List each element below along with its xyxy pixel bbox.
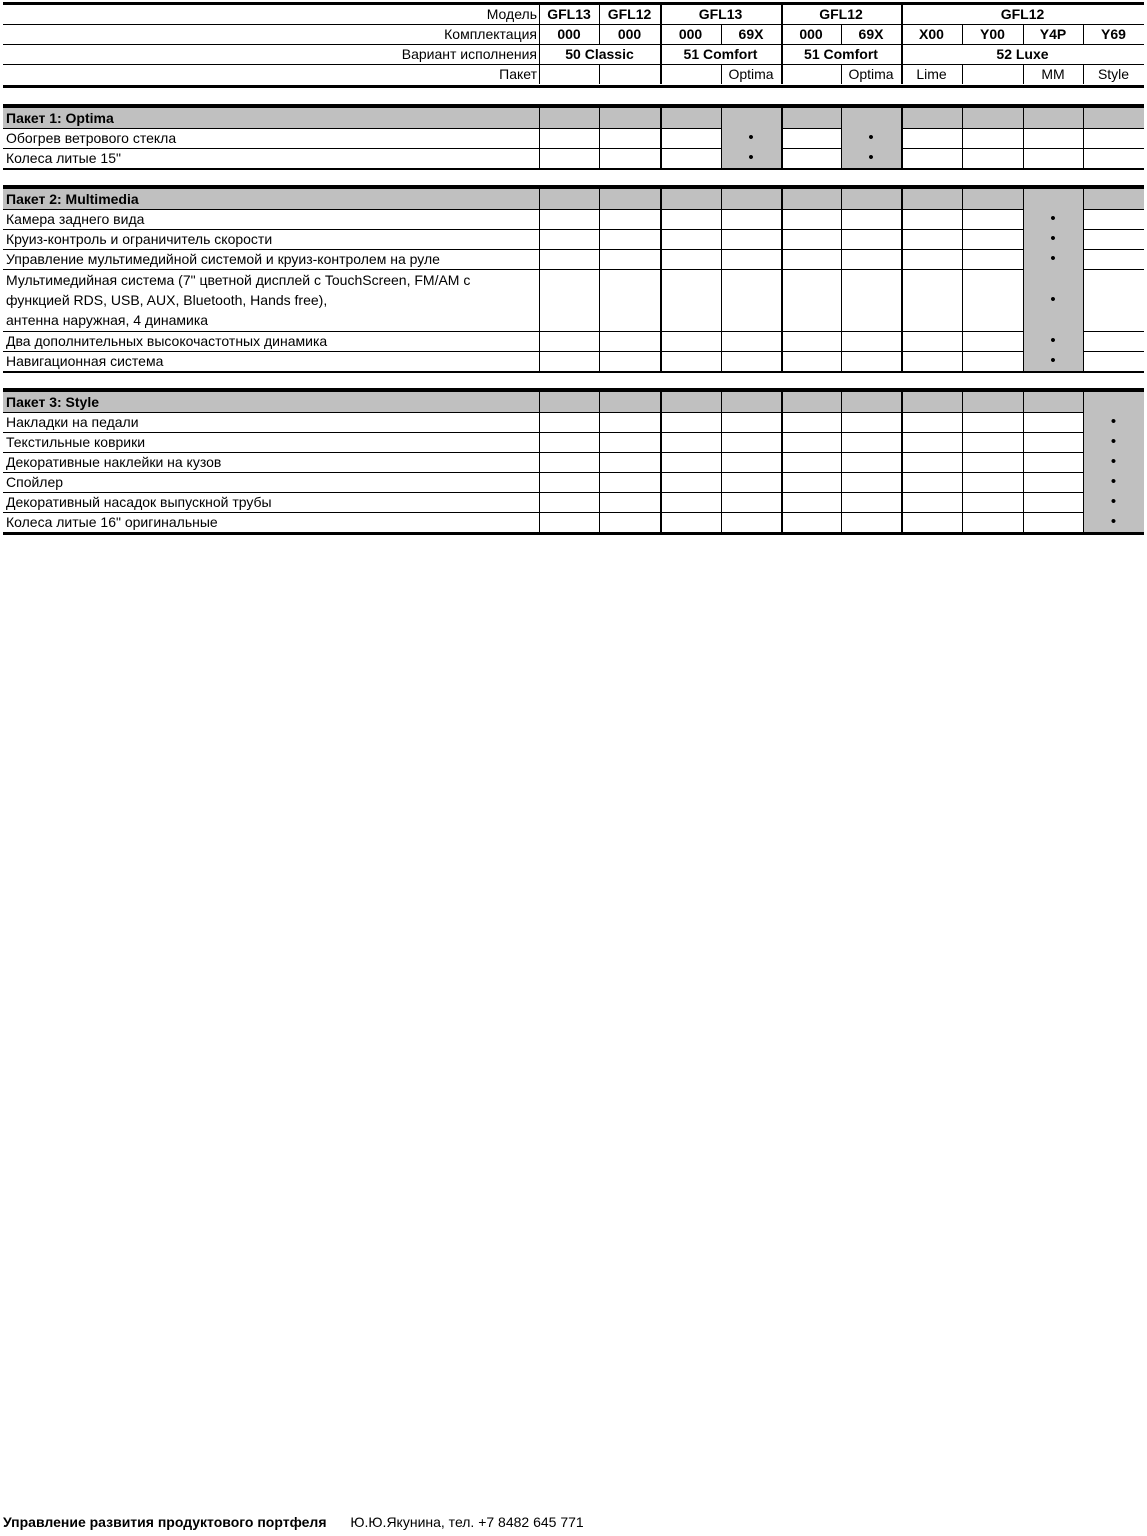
column-divider (1023, 492, 1024, 512)
column-divider (1083, 452, 1084, 472)
column-divider (1023, 209, 1024, 229)
column-divider (599, 128, 600, 148)
header-cell (781, 64, 841, 84)
column-divider (1083, 512, 1084, 532)
column-divider (1083, 331, 1084, 351)
column-divider (962, 331, 963, 351)
column-divider (599, 331, 600, 351)
column-divider (781, 4, 783, 24)
feature-label: Обогрев ветрового стекла (6, 130, 177, 146)
header-cell (599, 64, 660, 84)
column-divider (539, 392, 540, 412)
feature-label: Управление мультимедийной системой и круиз-контролем на руле (6, 251, 440, 267)
column-divider (841, 392, 842, 412)
feature-row (3, 269, 1144, 331)
column-divider (962, 269, 963, 331)
header-cell (660, 64, 721, 84)
table-rule (3, 168, 1144, 170)
column-divider (781, 472, 783, 492)
column-divider (781, 108, 783, 128)
table-rule (3, 85, 1144, 88)
feature-label-line: антенна наружная, 4 динамика (6, 312, 209, 328)
availability-bullet: • (1050, 352, 1056, 369)
column-divider (1023, 392, 1024, 412)
header-label: Комплектация (444, 26, 537, 42)
column-divider (721, 108, 722, 128)
column-divider (660, 249, 662, 269)
header-cell: 69X (858, 26, 884, 42)
column-divider (901, 64, 903, 84)
column-divider (1023, 512, 1024, 532)
column-divider (841, 108, 842, 128)
column-divider (901, 189, 903, 209)
feature-row (3, 492, 1144, 512)
column-divider (901, 351, 903, 371)
column-divider (660, 512, 662, 532)
column-divider (539, 512, 540, 532)
section-header-row (3, 189, 1144, 209)
column-divider (539, 229, 540, 249)
column-divider (962, 249, 963, 269)
column-divider (599, 492, 600, 512)
feature-label: Декоративные наклейки на кузов (6, 454, 222, 470)
column-divider (1023, 412, 1024, 432)
column-divider (901, 108, 903, 128)
feature-row (3, 512, 1144, 532)
column-divider (962, 351, 963, 371)
column-divider (539, 432, 540, 452)
header-cell: GFL13 (547, 6, 591, 22)
column-divider (660, 229, 662, 249)
header-row (3, 4, 1144, 24)
column-divider (781, 512, 783, 532)
feature-row (3, 412, 1144, 432)
column-divider (599, 472, 600, 492)
column-divider (660, 189, 662, 209)
column-divider (721, 209, 722, 229)
column-divider (1083, 412, 1084, 432)
column-divider (660, 472, 662, 492)
column-divider (599, 108, 600, 128)
column-divider (962, 128, 963, 148)
feature-row (3, 331, 1144, 351)
header-cell: 51 Comfort (683, 46, 758, 62)
column-divider (539, 4, 540, 24)
section-title: Пакет 3: Style (6, 394, 100, 410)
column-divider (599, 64, 600, 84)
header-cell: 69X (738, 26, 764, 42)
header-cell: MM (1041, 66, 1065, 82)
availability-bullet: • (748, 149, 754, 166)
column-divider (841, 189, 842, 209)
column-divider (962, 189, 963, 209)
column-divider (660, 108, 662, 128)
column-divider (962, 492, 963, 512)
column-divider (962, 392, 963, 412)
table-rule (3, 532, 1144, 535)
header-cell: GFL12 (819, 6, 863, 22)
column-divider (721, 492, 722, 512)
column-divider (962, 412, 963, 432)
header-cell: Y4P (1039, 26, 1067, 42)
column-divider (1023, 452, 1024, 472)
column-divider (1023, 432, 1024, 452)
column-divider (660, 351, 662, 371)
column-divider (901, 432, 903, 452)
column-divider (660, 269, 662, 331)
availability-bullet: • (1110, 513, 1117, 530)
feature-row (3, 209, 1144, 229)
column-divider (781, 44, 783, 64)
column-divider (539, 472, 540, 492)
feature-row (3, 452, 1144, 472)
header-cell (539, 64, 599, 84)
feature-row (3, 472, 1144, 492)
column-divider (841, 331, 842, 351)
column-divider (1023, 148, 1024, 168)
section-title: Пакет 1: Optima (6, 110, 114, 126)
availability-bullet: • (748, 129, 754, 146)
column-divider (841, 432, 842, 452)
column-divider (599, 432, 600, 452)
column-divider (539, 331, 540, 351)
column-divider (1023, 64, 1024, 84)
feature-label: Колеса литые 16" оригинальные (6, 514, 218, 530)
column-divider (1083, 249, 1084, 269)
availability-bullet: • (1050, 291, 1056, 308)
column-divider (539, 412, 540, 432)
feature-label: Круиз-контроль и ограничитель скорости (6, 231, 273, 247)
column-divider (781, 351, 783, 371)
footer-contact: Ю.Ю.Якунина, тел. +7 8482 645 771 (350, 1514, 584, 1530)
feature-label: Камера заднего вида (6, 211, 145, 227)
column-divider (660, 432, 662, 452)
feature-label: Колеса литые 15" (6, 150, 121, 166)
column-divider (599, 512, 600, 532)
header-cell: 000 (678, 26, 703, 42)
footer-department: Управление развития продуктового портфеля (3, 1514, 327, 1530)
column-divider (962, 452, 963, 472)
header-cell: X00 (919, 26, 944, 42)
column-divider (901, 4, 903, 24)
column-divider (901, 209, 903, 229)
column-divider (781, 412, 783, 432)
availability-bullet: • (1110, 493, 1117, 510)
column-divider (1023, 331, 1024, 351)
header-cell: Y00 (980, 26, 1005, 42)
column-divider (901, 331, 903, 351)
column-divider (841, 269, 842, 331)
feature-row (3, 229, 1144, 249)
column-divider (841, 24, 842, 44)
column-divider (660, 128, 662, 148)
column-divider (1083, 229, 1084, 249)
column-divider (1023, 269, 1024, 331)
column-divider (841, 452, 842, 472)
availability-bullet: • (1050, 210, 1056, 227)
column-divider (1023, 189, 1024, 209)
availability-bullet: • (868, 149, 874, 166)
column-divider (1083, 472, 1084, 492)
column-divider (599, 4, 600, 24)
header-cell: 000 (617, 26, 642, 42)
column-divider (721, 452, 722, 472)
column-divider (539, 492, 540, 512)
column-divider (721, 432, 722, 452)
header-cell: 51 Comfort (804, 46, 878, 62)
header-cell: 50 Classic (565, 46, 634, 62)
feature-label: Накладки на педали (6, 414, 139, 430)
column-divider (660, 331, 662, 351)
header-cell: Y69 (1101, 26, 1126, 42)
header-label: Модель (486, 6, 537, 22)
column-divider (721, 331, 722, 351)
column-divider (1083, 24, 1084, 44)
column-divider (901, 512, 903, 532)
column-divider (781, 249, 783, 269)
column-divider (539, 44, 540, 64)
column-divider (599, 189, 600, 209)
column-divider (1083, 128, 1084, 148)
feature-row (3, 351, 1144, 371)
column-divider (721, 412, 722, 432)
column-divider (1023, 128, 1024, 148)
column-divider (1083, 64, 1084, 84)
column-divider (962, 64, 963, 84)
column-divider (901, 128, 903, 148)
section-header-row (3, 392, 1144, 412)
column-divider (721, 148, 722, 168)
column-divider (1023, 249, 1024, 269)
column-divider (539, 148, 540, 168)
feature-row (3, 432, 1144, 452)
header-cell (962, 64, 1023, 84)
column-divider (901, 24, 903, 44)
availability-bullet: • (1110, 413, 1117, 430)
column-divider (1083, 432, 1084, 452)
column-divider (901, 44, 903, 64)
header-cell: Style (1097, 66, 1130, 82)
column-divider (962, 24, 963, 44)
column-divider (901, 452, 903, 472)
column-divider (539, 269, 540, 331)
column-divider (1083, 392, 1084, 412)
column-divider (781, 64, 783, 84)
column-divider (1023, 472, 1024, 492)
column-divider (1023, 229, 1024, 249)
header-cell: 000 (557, 26, 581, 42)
column-divider (660, 4, 662, 24)
header-row (3, 64, 1144, 84)
column-divider (781, 331, 783, 351)
column-divider (781, 24, 783, 44)
column-divider (841, 512, 842, 532)
header-cell: 52 Luxe (996, 46, 1049, 62)
header-label: Пакет (499, 66, 537, 82)
column-divider (781, 392, 783, 412)
header-cell: GFL13 (698, 6, 743, 22)
column-divider (1083, 148, 1084, 168)
availability-bullet: • (1050, 332, 1056, 349)
column-divider (660, 492, 662, 512)
column-divider (901, 249, 903, 269)
feature-row (3, 128, 1144, 148)
column-divider (539, 108, 540, 128)
column-divider (781, 229, 783, 249)
column-divider (1023, 351, 1024, 371)
column-divider (721, 24, 722, 44)
column-divider (660, 412, 662, 432)
column-divider (1083, 351, 1084, 371)
header-cell: Optima (728, 66, 774, 82)
column-divider (599, 269, 600, 331)
column-divider (599, 24, 600, 44)
column-divider (1083, 108, 1084, 128)
section-title: Пакет 2: Multimedia (6, 191, 139, 207)
column-divider (841, 64, 842, 84)
feature-label: Текстильные коврики (6, 434, 146, 450)
column-divider (660, 148, 662, 168)
column-divider (901, 229, 903, 249)
column-divider (599, 229, 600, 249)
header-row (3, 44, 1144, 64)
column-divider (781, 269, 783, 331)
feature-label-line: Мультимедийная система (7" цветной дисплей с TouchScreen, FM/AM с функцией RDS, USB, AUX, Bluetooth, Hands free), (6, 272, 471, 308)
column-divider (539, 24, 540, 44)
availability-bullet: • (1050, 250, 1056, 267)
column-divider (1023, 108, 1024, 128)
column-divider (539, 452, 540, 472)
column-divider (721, 189, 722, 209)
column-divider (841, 128, 842, 148)
options-table (3, 0, 1144, 540)
column-divider (841, 412, 842, 432)
column-divider (599, 148, 600, 168)
column-divider (841, 249, 842, 269)
column-divider (721, 249, 722, 269)
column-divider (599, 351, 600, 371)
table-rule (3, 371, 1144, 373)
page-footer (3, 1512, 584, 1532)
column-divider (1083, 189, 1084, 209)
feature-label: Спойлер (6, 474, 64, 490)
column-divider (781, 432, 783, 452)
column-divider (660, 452, 662, 472)
feature-label: Два дополнительных высокочастотных динамика (6, 333, 328, 349)
column-divider (841, 472, 842, 492)
column-divider (901, 148, 903, 168)
feature-label (3, 269, 539, 331)
column-divider (781, 209, 783, 229)
column-divider (721, 229, 722, 249)
column-divider (781, 492, 783, 512)
column-divider (721, 351, 722, 371)
column-divider (901, 392, 903, 412)
column-divider (841, 148, 842, 168)
column-divider (841, 492, 842, 512)
column-divider (539, 128, 540, 148)
column-divider (599, 392, 600, 412)
column-divider (599, 209, 600, 229)
column-divider (660, 392, 662, 412)
column-divider (781, 128, 783, 148)
column-divider (721, 472, 722, 492)
availability-bullet: • (868, 129, 874, 146)
column-divider (599, 249, 600, 269)
section-header-row (3, 108, 1144, 128)
column-divider (660, 64, 662, 84)
availability-bullet: • (1050, 230, 1056, 247)
column-divider (660, 44, 662, 64)
column-divider (781, 148, 783, 168)
column-divider (1083, 209, 1084, 229)
column-divider (1083, 492, 1084, 512)
column-divider (539, 209, 540, 229)
availability-bullet: • (1110, 453, 1117, 470)
column-divider (962, 512, 963, 532)
column-divider (1083, 269, 1084, 331)
column-divider (721, 392, 722, 412)
column-divider (781, 452, 783, 472)
column-divider (539, 351, 540, 371)
header-label: Вариант исполнения (401, 46, 537, 62)
availability-bullet: • (1110, 433, 1117, 450)
column-divider (539, 249, 540, 269)
column-divider (660, 24, 662, 44)
column-divider (781, 189, 783, 209)
header-row (3, 24, 1144, 44)
column-divider (1023, 24, 1024, 44)
column-divider (901, 472, 903, 492)
column-divider (539, 189, 540, 209)
column-divider (901, 492, 903, 512)
column-divider (721, 512, 722, 532)
column-divider (599, 412, 600, 432)
header-cell: GFL12 (607, 6, 652, 22)
feature-row (3, 148, 1144, 168)
column-divider (962, 472, 963, 492)
column-divider (841, 229, 842, 249)
column-divider (962, 229, 963, 249)
feature-label: Декоративный насадок выпускной трубы (6, 494, 272, 510)
header-cell: 000 (799, 26, 823, 42)
column-divider (901, 269, 903, 331)
feature-label: Навигационная система (6, 353, 164, 369)
column-divider (599, 452, 600, 472)
column-divider (721, 269, 722, 331)
column-divider (962, 148, 963, 168)
column-divider (660, 209, 662, 229)
column-divider (962, 432, 963, 452)
column-divider (901, 412, 903, 432)
column-divider (841, 351, 842, 371)
column-divider (721, 64, 722, 84)
header-cell: Optima (848, 66, 894, 82)
column-divider (962, 108, 963, 128)
feature-row (3, 249, 1144, 269)
header-cell: Lime (916, 66, 947, 82)
column-divider (962, 209, 963, 229)
header-cell: GFL12 (1000, 6, 1045, 22)
column-divider (841, 209, 842, 229)
column-divider (539, 64, 540, 84)
column-divider (721, 128, 722, 148)
availability-bullet: • (1110, 473, 1117, 490)
